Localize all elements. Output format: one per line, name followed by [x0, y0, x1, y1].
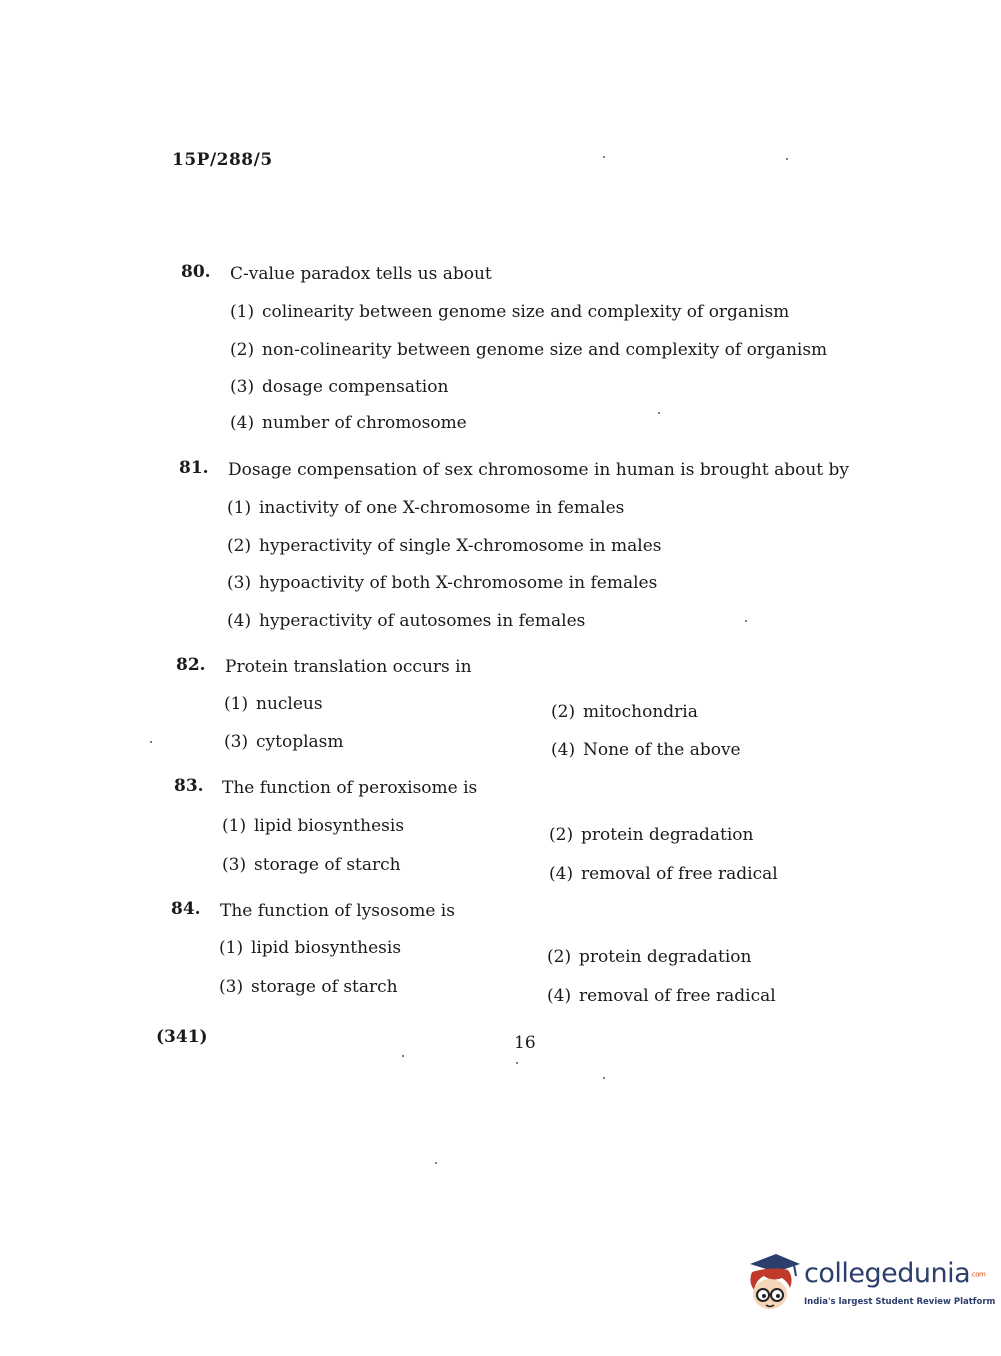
option-2 — [549, 825, 753, 845]
page-number: 16 — [514, 1033, 536, 1053]
option-3 — [224, 732, 344, 752]
footer-code: (341) — [156, 1027, 208, 1047]
option-4 — [551, 740, 741, 760]
scan-speck — [745, 620, 747, 622]
option-text: inactivity of one X-chromosome in females — [259, 498, 625, 518]
question-text: C-value paradox tells us about — [230, 264, 492, 284]
option-number: (1) — [224, 694, 249, 714]
brand-main: collegedunia — [804, 1258, 971, 1289]
question-text: Protein translation occurs in — [225, 657, 472, 677]
brand-suffix: .com — [970, 1270, 986, 1279]
scan-speck — [603, 1077, 605, 1079]
option-number: (3) — [230, 377, 255, 397]
option-text: protein degradation — [581, 825, 754, 845]
option-text: storage of starch — [251, 977, 398, 997]
question-number: 82. — [176, 655, 206, 675]
option-text: storage of starch — [254, 855, 401, 875]
option-3 — [230, 377, 448, 397]
option-2 — [551, 702, 698, 722]
option-1 — [227, 498, 624, 518]
option-number: (1) — [227, 498, 252, 518]
option-text: hyperactivity of single X-chromosome in males — [259, 536, 662, 556]
option-number: (3) — [227, 573, 252, 593]
option-number: (4) — [227, 611, 252, 631]
option-4 — [549, 864, 778, 884]
option-text: mitochondria — [583, 702, 698, 722]
option-number: (2) — [551, 702, 576, 722]
scan-speck — [435, 1162, 437, 1164]
option-number: (4) — [551, 740, 576, 760]
option-text: colinearity between genome size and complexity of organism — [262, 302, 790, 322]
option-text: dosage compensation — [262, 377, 449, 397]
option-text: removal of free radical — [579, 986, 776, 1006]
option-number: (2) — [227, 536, 252, 556]
option-number: (1) — [219, 938, 244, 958]
question-text: The function of lysosome is — [220, 901, 455, 921]
option-number: (3) — [222, 855, 247, 875]
question-number: 83. — [174, 776, 204, 796]
option-2 — [547, 947, 751, 967]
option-1 — [222, 816, 404, 836]
question-number: 81. — [179, 458, 209, 478]
question-text: Dosage compensation of sex chromosome in human is brought about by — [228, 460, 850, 480]
option-4 — [547, 986, 776, 1006]
option-3 — [222, 855, 401, 875]
option-number: (3) — [224, 732, 249, 752]
option-text: hyperactivity of autosomes in females — [259, 611, 586, 631]
collegedunia-logo[interactable] — [742, 1250, 996, 1320]
option-text: lipid biosynthesis — [254, 816, 405, 836]
option-3 — [227, 573, 657, 593]
brand-tagline: India's largest Student Review Platform — [804, 1297, 996, 1307]
option-3 — [219, 977, 398, 997]
option-2 — [227, 536, 662, 556]
option-text: cytoplasm — [256, 732, 344, 752]
option-4 — [227, 611, 585, 631]
question-number: 80. — [181, 262, 211, 282]
option-1 — [219, 938, 401, 958]
scan-speck — [658, 412, 660, 414]
paper-code: 15P/288/5 — [172, 150, 273, 170]
scan-speck — [603, 156, 605, 158]
option-2 — [230, 340, 827, 360]
scan-speck — [402, 1055, 404, 1057]
option-text: removal of free radical — [581, 864, 778, 884]
option-number: (2) — [547, 947, 572, 967]
option-1 — [224, 694, 323, 714]
brand-name — [804, 1258, 985, 1289]
scan-speck — [150, 741, 152, 743]
option-text: lipid biosynthesis — [251, 938, 402, 958]
option-number: (1) — [222, 816, 247, 836]
option-number: (4) — [549, 864, 574, 884]
option-number: (4) — [547, 986, 572, 1006]
option-number: (4) — [230, 413, 255, 433]
question-number: 84. — [171, 899, 201, 919]
option-number: (2) — [230, 340, 255, 360]
option-number: (3) — [219, 977, 244, 997]
option-number: (2) — [549, 825, 574, 845]
mascot-icon — [742, 1252, 802, 1314]
option-1 — [230, 302, 789, 322]
option-text: hypoactivity of both X-chromosome in females — [259, 573, 658, 593]
question-text: The function of peroxisome is — [222, 778, 478, 798]
option-text: nucleus — [256, 694, 323, 714]
option-text: protein degradation — [579, 947, 752, 967]
option-text: None of the above — [583, 740, 741, 760]
option-text: non-colinearity between genome size and complexity of organism — [262, 340, 828, 360]
scan-speck — [786, 158, 788, 160]
scan-speck — [516, 1062, 518, 1064]
option-4 — [230, 413, 467, 433]
option-text: number of chromosome — [262, 413, 467, 433]
option-number: (1) — [230, 302, 255, 322]
